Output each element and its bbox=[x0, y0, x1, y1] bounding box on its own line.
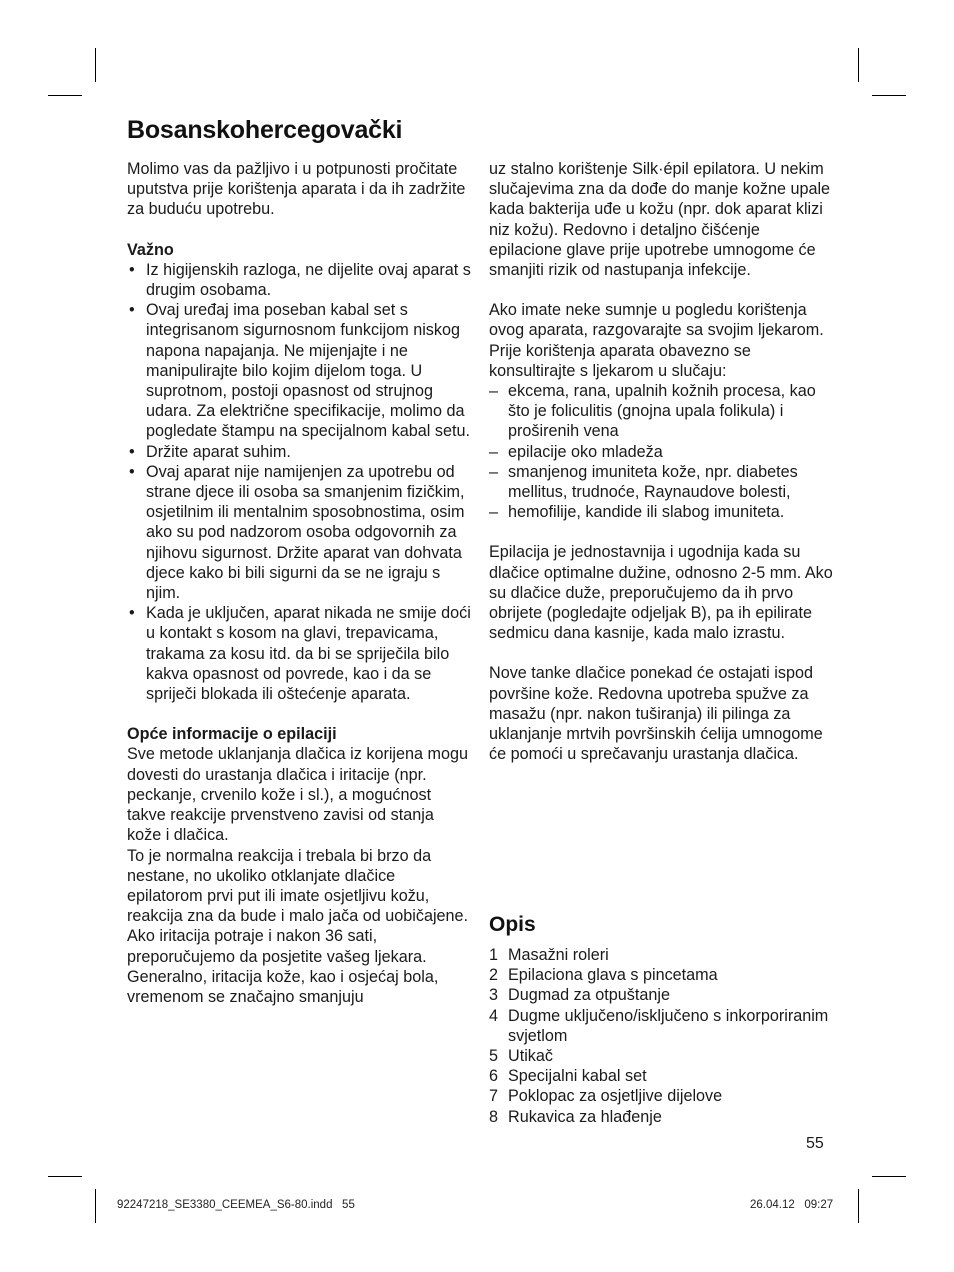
item-number: 5 bbox=[489, 1047, 499, 1066]
crop-mark bbox=[48, 95, 82, 96]
list-item bbox=[489, 1107, 834, 1127]
item-text: Epilaciona glava s pincetama bbox=[508, 966, 718, 985]
vazno-heading: Važno bbox=[127, 240, 174, 259]
item-text: Masažni roleri bbox=[508, 946, 609, 964]
opis-heading: Opis bbox=[489, 913, 536, 936]
opce-paragraph: Sve metode uklanjanja dlačica iz korijena mogu dovesti do urastanja dlačica i iritacije (npr. peckanje, crvenilo kože i sl.), a mogućnost takve reakcije prvenstveno zavisi od stanja kože i dlačica. bbox=[127, 745, 469, 845]
list-item: • Ovaj aparat nije namijenjen za upotrebu od strane djece ili osoba sa smanjenim fizičkim, osjetilnim ili mentalnim sposobnostima, osim ako su pod nadzorom osoba odgovornih za njihovu sigurnost. Držite aparat van dohvata djece kako bi bili sigurni da se ne igraju s njim. bbox=[127, 462, 472, 603]
list-item bbox=[489, 945, 834, 965]
parts-list bbox=[489, 945, 834, 1127]
left-column bbox=[127, 159, 472, 1007]
item-text: Utikač bbox=[508, 1047, 553, 1066]
conditions-list bbox=[489, 381, 834, 522]
crop-mark bbox=[95, 1189, 96, 1223]
list-item: • Iz higijenskih razloga, ne dijelite ovaj aparat s drugim osobama. bbox=[127, 260, 472, 300]
item-number: 8 bbox=[489, 1107, 499, 1126]
item-text: Dugmad za otpuštanje bbox=[508, 986, 670, 1005]
opce-paragraph: Ako iritacija potraje i nakon 36 sati, preporučujemo da posjetite vašeg ljekara. bbox=[127, 927, 427, 966]
right-column bbox=[489, 159, 834, 764]
item-number: 1 bbox=[489, 946, 499, 964]
opce-heading: Opće informacije o epilaciji bbox=[127, 725, 337, 744]
body-paragraph: uz stalno korištenje Silk·épil epilatora. U nekim slučajevima zna da dođe do manje kožne upale kada bakterija uđe u kožu (npr. dok aparat klizi niz kožu). Redovno i detaljno čišćenje epilacione glave prije upotrebe umnogome će smanjiti rizik od nastupanja infekcije. bbox=[489, 160, 831, 280]
list-item: – ekcema, rana, upalnih kožnih procesa, kao što je foliculitis (gnojna upala folikula) i proširenih vena bbox=[489, 381, 834, 442]
page-title: Bosanskohercegovački bbox=[127, 116, 403, 144]
footer-date: 26.04.12 09:27 bbox=[750, 1199, 834, 1211]
list-item: – smanjenog imuniteta kože, npr. diabetes mellitus, trudnoće, Raynaudove bolesti, bbox=[489, 462, 834, 502]
list-item bbox=[489, 1006, 834, 1046]
crop-mark bbox=[872, 1176, 906, 1177]
footer-file-info: 92247218_SE3380_CEEMEA_S6-80.indd 55 bbox=[117, 1199, 355, 1211]
item-number: 7 bbox=[489, 1087, 499, 1106]
item-text: Rukavica za hlađenje bbox=[508, 1107, 662, 1126]
opce-paragraph: Generalno, iritacija kože, kao i osjećaj bola, vremenom se značajno smanjuju bbox=[127, 967, 439, 1006]
item-text: Specijalni kabal set bbox=[508, 1067, 647, 1086]
page-number: 55 bbox=[806, 1135, 824, 1152]
list-item: – epilacije oko mladeža bbox=[489, 442, 834, 462]
list-item: • Držite aparat suhim. bbox=[127, 442, 472, 462]
list-item: • Kada je uključen, aparat nikada ne smije doći u kontakt s kosom na glavi, trepavicama, trakama za kosu itd. da bi se spriječila bilo kakva opasnost od povrede, kao i da se spriječi blokada ili oštećenje aparata. bbox=[127, 603, 472, 704]
crop-mark bbox=[858, 1189, 859, 1223]
body-paragraph: Nove tanke dlačice ponekad će ostajati ispod površine kože. Redovna upotreba spužve za masažu (npr. nakon tuširanja) ili pilinga za uklanjanje mrtvih površinskih ćelija umnogome će pomoći u sprečavanju urastanja dlačica. bbox=[489, 664, 823, 764]
list-item bbox=[489, 1066, 834, 1086]
crop-mark bbox=[95, 48, 96, 82]
body-paragraph: Ako imate neke sumnje u pogledu korištenja ovog aparata, razgovarajte sa svojim ljekarom. Prije korištenja aparata obavezno se konsultirajte s ljekarom u slučaju: bbox=[489, 301, 824, 380]
list-item bbox=[489, 1046, 834, 1066]
list-item bbox=[489, 965, 834, 985]
crop-mark bbox=[48, 1176, 82, 1177]
item-text: Dugme uključeno/isključeno s inkorporiranim svjetlom bbox=[508, 1006, 829, 1045]
item-number: 3 bbox=[489, 986, 499, 1005]
list-item: – hemofilije, kandide ili slabog imuniteta. bbox=[489, 502, 834, 522]
list-item bbox=[489, 985, 834, 1005]
opce-paragraph: To je normalna reakcija i trebala bi brzo da nestane, no ukoliko otklanjate dlačice epilatorom prvi put ili imate osjetljivu kožu, reakcija zna da bude i malo jača od uobičajene. bbox=[127, 846, 469, 926]
vazno-list bbox=[127, 260, 472, 704]
list-item bbox=[489, 1086, 834, 1106]
item-number: 4 bbox=[489, 1006, 499, 1025]
item-number: 6 bbox=[489, 1067, 499, 1086]
crop-mark bbox=[872, 95, 906, 96]
item-number: 2 bbox=[489, 966, 499, 985]
item-text: Poklopac za osjetljive dijelove bbox=[508, 1087, 723, 1106]
crop-mark bbox=[858, 48, 859, 82]
list-item: • Ovaj uređaj ima poseban kabal set s integrisanom sigurnosnom funkcijom niskog napona napajanja. Ne mijenjajte i ne manipulirajte bilo kojim dijelom toga. U suprotnom, postoji opasnost od strujnog udara. Za električne specifikacije, molimo da pogledate štampu na specijalnom kabal setu. bbox=[127, 300, 472, 441]
body-paragraph: Epilacija je jednostavnija i ugodnija kada su dlačice optimalne dužine, odnosno 2-5 mm. Ako su dlačice duže, preporučujemo da ih prvo obrijete (pogledajte odjeljak B), pa ih epilirate sedmicu dana kasnije, kada malo izrastu. bbox=[489, 543, 833, 643]
intro-paragraph: Molimo vas da pažljivo i u potpunosti pročitate uputstva prije korištenja aparata i da ih zadržite za buduću upotrebu. bbox=[127, 160, 466, 219]
